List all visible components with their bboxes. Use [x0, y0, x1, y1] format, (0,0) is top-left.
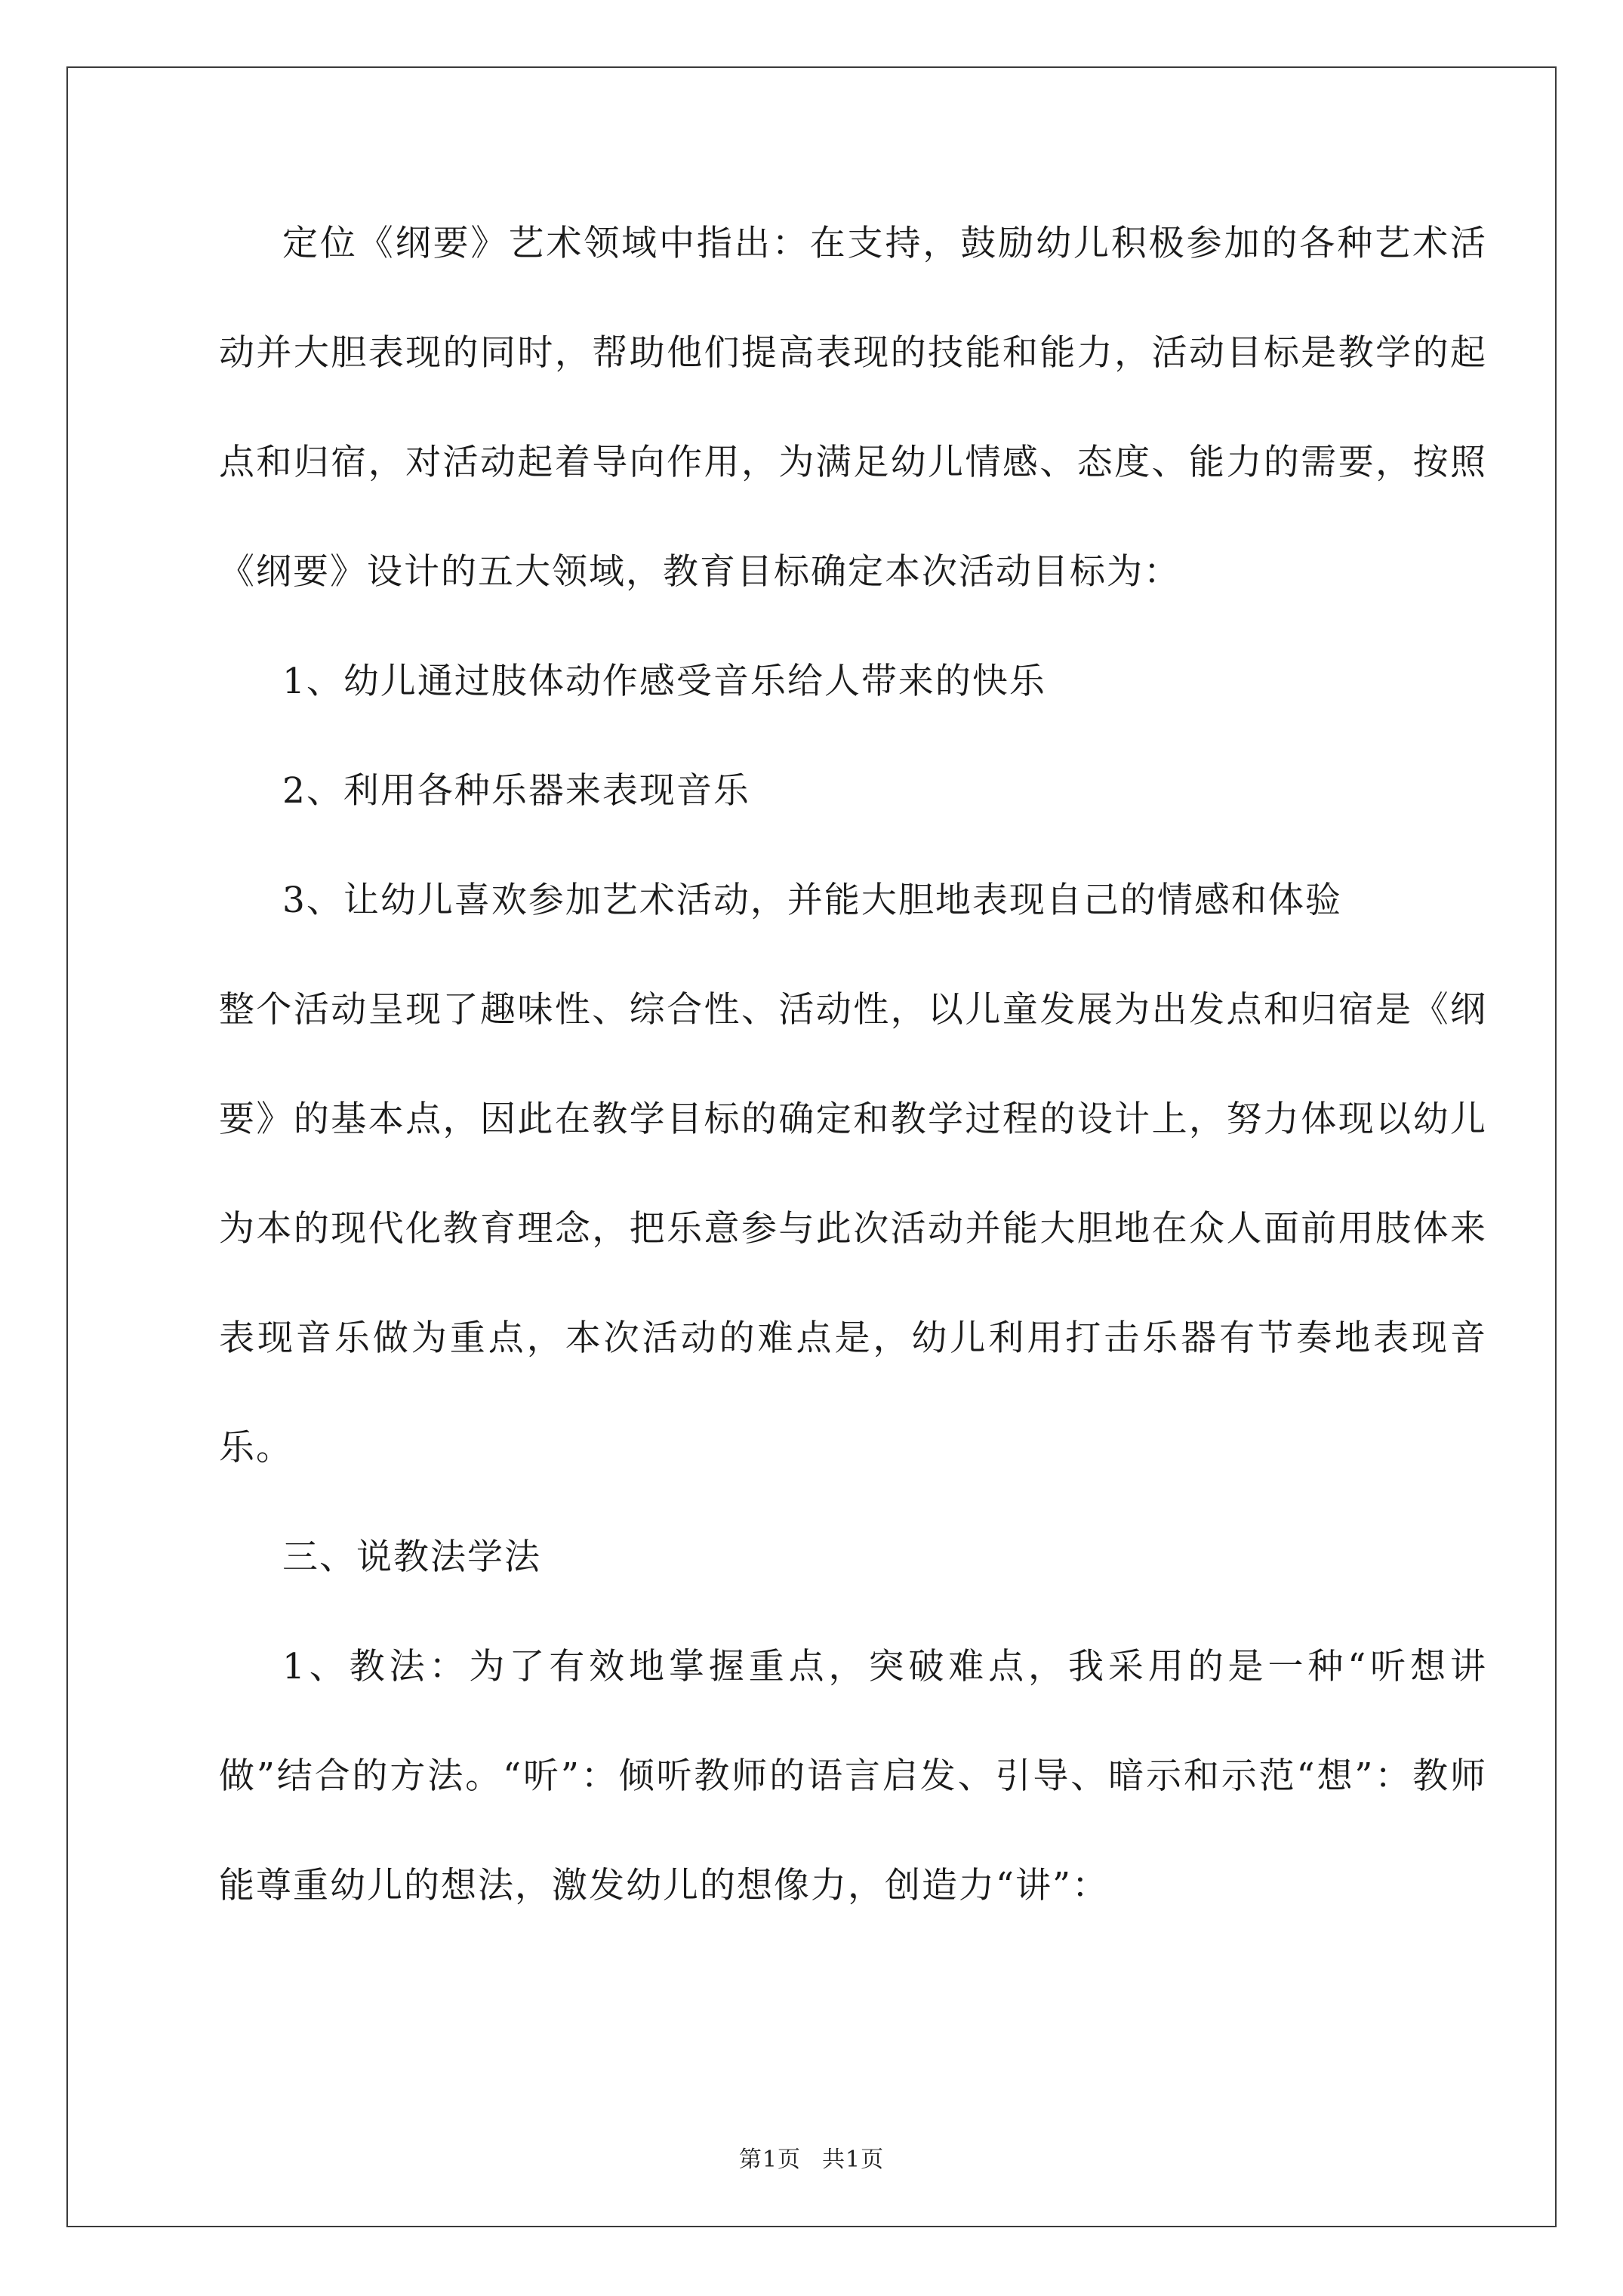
paragraph-goal-3: 3、让幼儿喜欢参加艺术活动，并能大胆地表现自己的情感和体验	[282, 880, 1342, 921]
page-total: 共1页	[822, 2147, 885, 2173]
paragraph-goal-1: 1、幼儿通过肢体动作感受音乐给人带来的快乐	[282, 661, 1046, 702]
paragraph-teaching-method: 1、教法：为了有效地掌握重点，突破难点，我采用的是一种“听想讲做”结合的方法。“听”：倾听教师的语言启发、引导、暗示和示范“想”：教师能尊重幼儿的想法，激发幼儿的想像力，创造力“讲”：	[219, 1646, 1487, 1906]
document-body	[219, 189, 1487, 1940]
section-heading-methods: 三、说教法学法	[282, 1536, 541, 1578]
page-number: 第1页	[738, 2147, 801, 2173]
paragraph-intro: 定位《纲要》艺术领域中指出：在支持，鼓励幼儿积极参加的各种艺术活动并大胆表现的同时，帮助他们提高表现的技能和能力，活动目标是教学的起点和归宿，对活动起着导向作用，为满足幼儿情感、态度、能力的需要，按照《纲要》设计的五大领域，教育目标确定本次活动目标为：	[219, 223, 1487, 593]
paragraph-summary: 整个活动呈现了趣味性、综合性、活动性，以儿童发展为出发点和归宿是《纲要》的基本点，因此在教学目标的确定和教学过程的设计上，努力体现以幼儿为本的现代化教育理念，把乐意参与此次活动并能大胆地在众人面前用肢体来表现音乐做为重点，本次活动的难点是，幼儿利用打击乐器有节奏地表现音乐。	[219, 989, 1487, 1469]
paragraph-goal-2: 2、利用各种乐器来表现音乐	[282, 770, 750, 812]
page-footer	[0, 2140, 1623, 2174]
